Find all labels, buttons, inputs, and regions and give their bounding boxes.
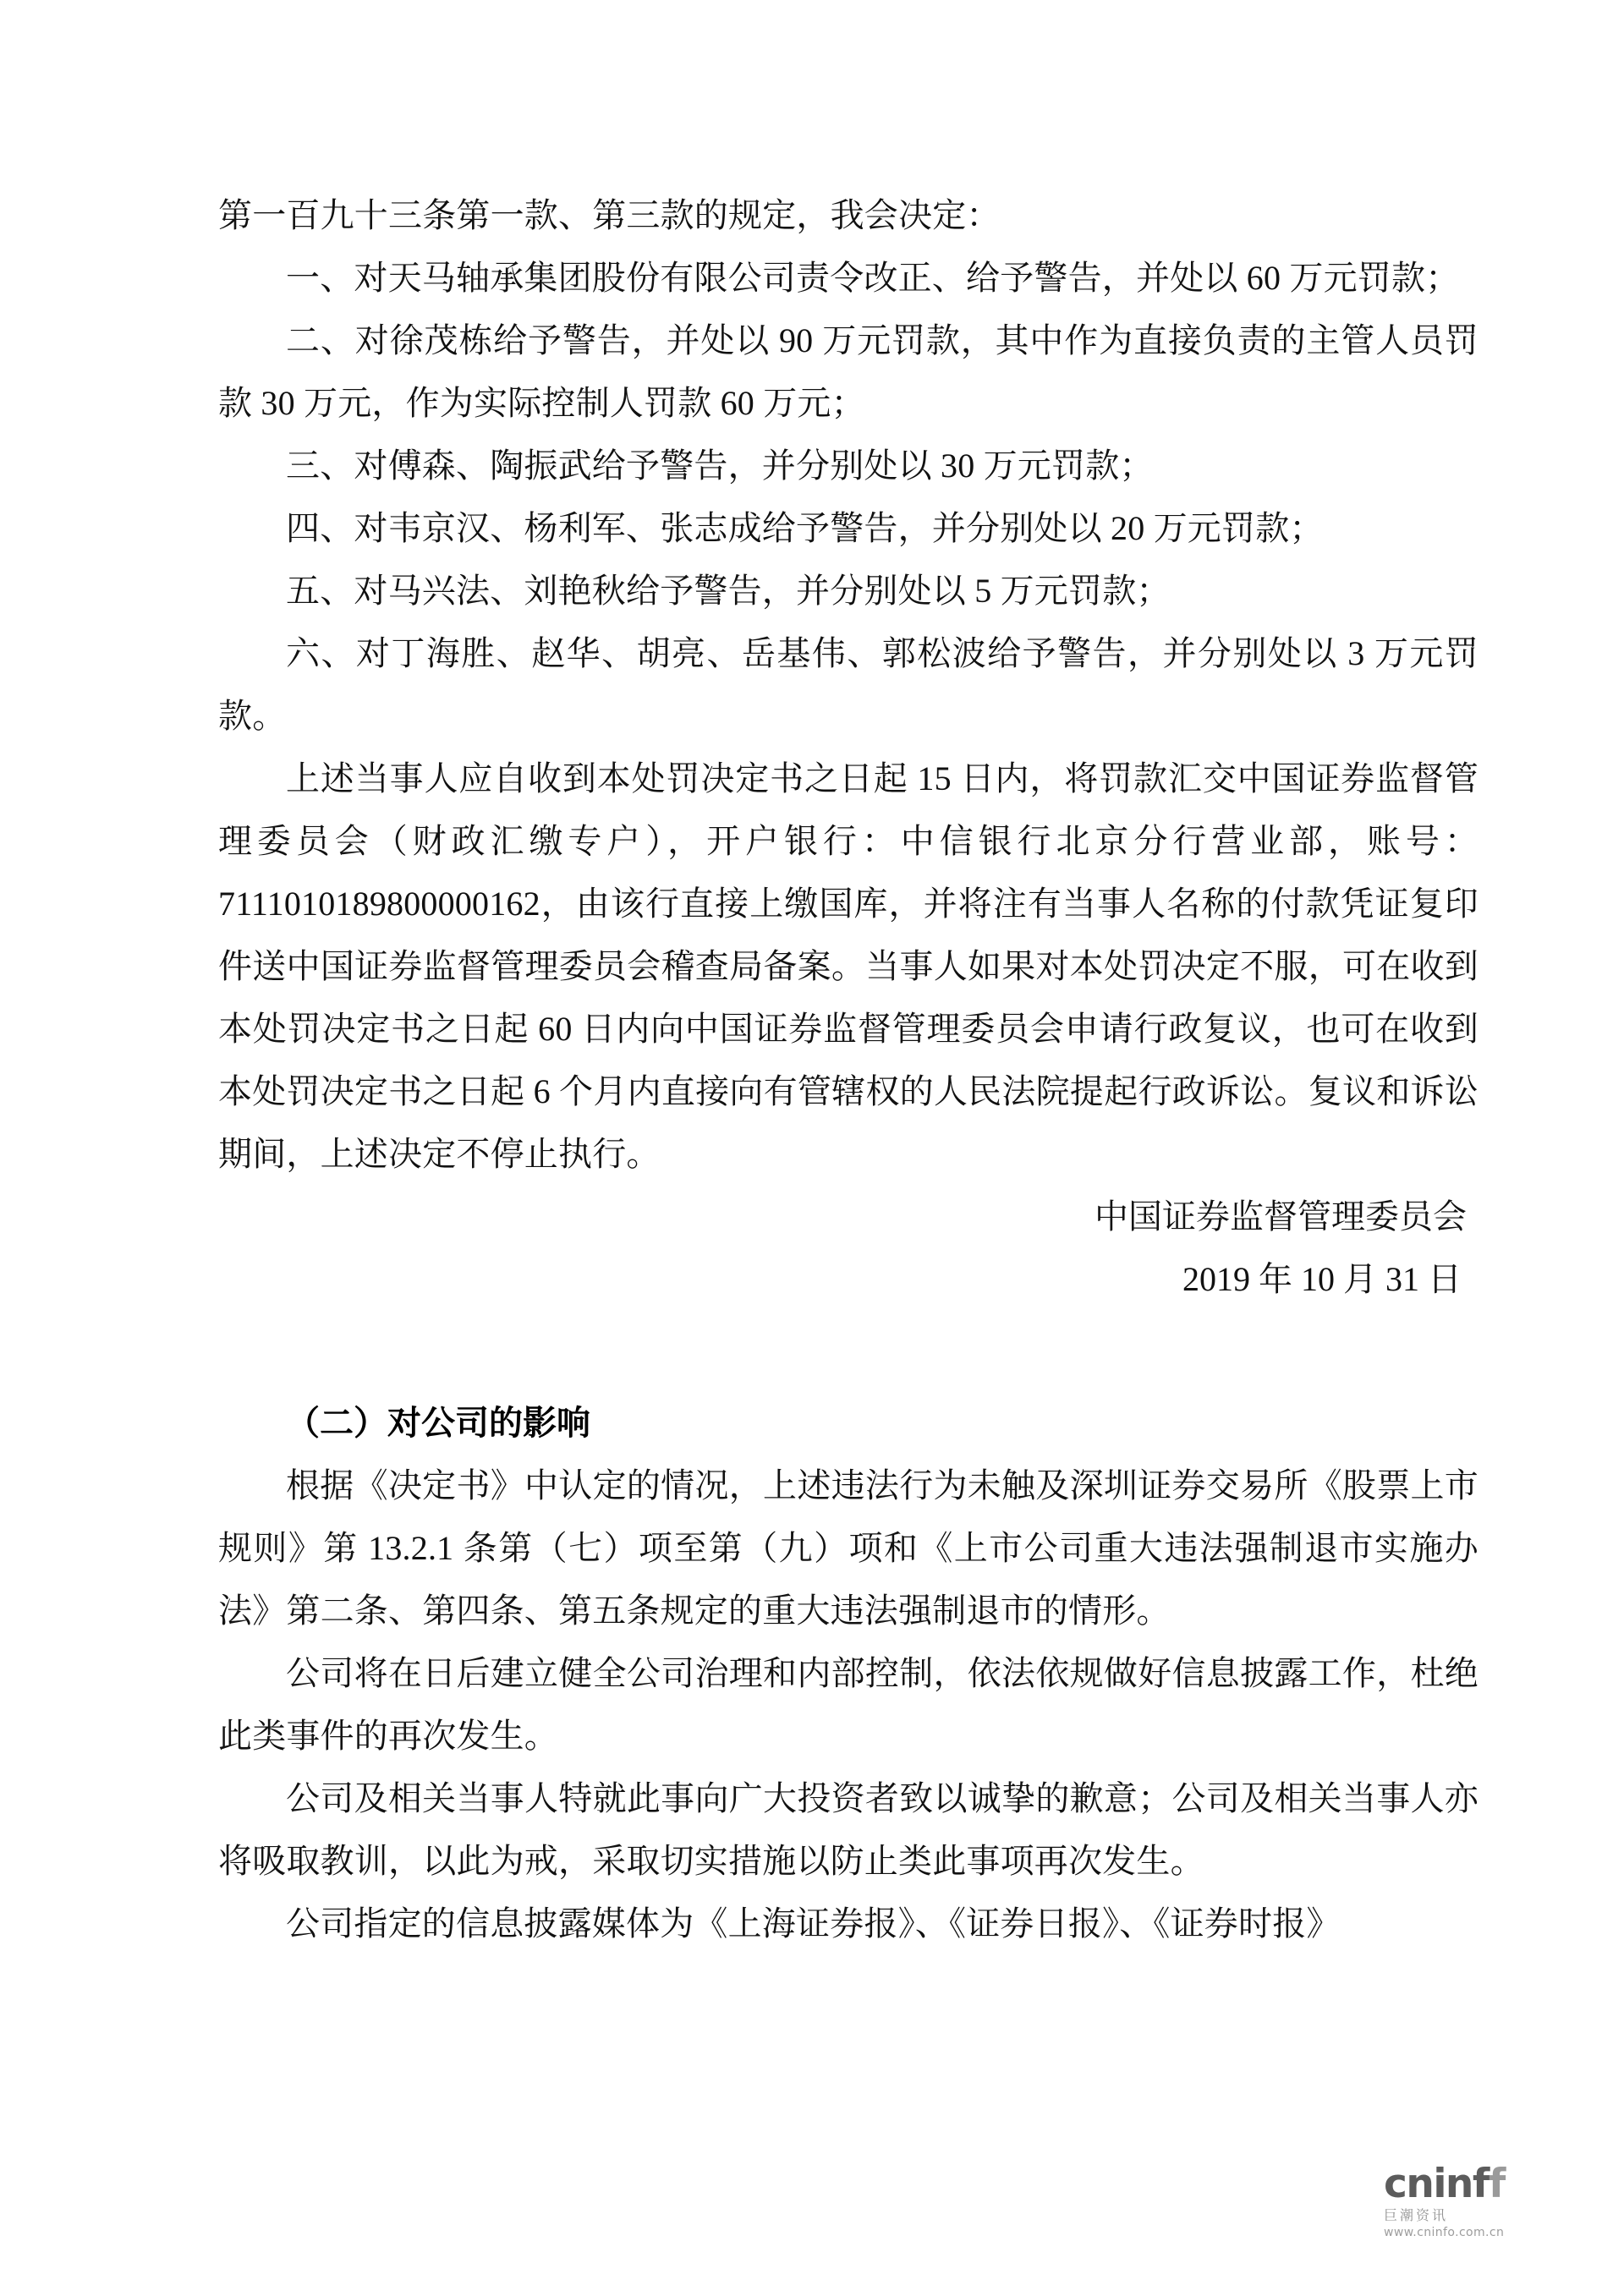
- section-heading-impact-on-company: （二）对公司的影响: [286, 1404, 590, 1442]
- penalty-item-3: 三、对傅森、陶振武给予警告，并分别处以 30 万元罚款；: [286, 447, 1154, 485]
- penalty-item-1: 一、对天马轴承集团股份有限公司责令改正、给予警告，并处以 60 万元罚款；: [286, 259, 1460, 297]
- penalty-item-2: 二、对徐茂栋给予警告，并处以 90 万元罚款，其中作为直接负责的主管人员罚款 30 万元，作为实际控制人罚款 60 万元；: [218, 321, 1479, 422]
- section-paragraph-1: 根据《决定书》中认定的情况，上述违法行为未触及深圳证券交易所《股票上市规则》第 13.2.1 条第（七）项至第（九）项和《上市公司重大违法强制退市实施办法》第二条、第四条、第五条规定的重大违法强制退市的情形。: [218, 1466, 1479, 1630]
- document-body: [218, 184, 1479, 1955]
- payment-instructions-paragraph: 上述当事人应自收到本处罚决定书之日起 15 日内，将罚款汇交中国证券监督管理委员会（财政汇缴专户），开户银行：中信银行北京分行营业部，账号：7111010189800000162，由该行直接上缴国库，并将注有当事人名称的付款凭证复印件送中国证券监督管理委员会稽查局备案。当事人如果对本处罚决定不服，可在收到本处罚决定书之日起 60 日内向中国证券监督管理委员会申请行政复议，也可在收到本处罚决定书之日起 6 个月内直接向有管辖权的人民法院提起行政诉讼。复议和诉讼期间，上述决定不停止执行。: [218, 759, 1479, 1173]
- signature-date: 2019 年 10 月 31 日: [1182, 1260, 1462, 1298]
- cninfo-subtitle: 巨潮资讯: [1384, 2207, 1449, 2223]
- cninfo-wordmark-text: cninf: [1384, 2161, 1489, 2207]
- cninfo-url: www.cninfo.com.cn: [1384, 2226, 1505, 2239]
- section-paragraph-3: 公司及相关当事人特就此事向广大投资者致以诚挚的歉意；公司及相关当事人亦将吸取教训，以此为戒，采取切实措施以防止类此事项再次发生。: [218, 1779, 1479, 1880]
- section-paragraph-4: 公司指定的信息披露媒体为《上海证券报》、《证券日报》、《证券时报》: [286, 1904, 1341, 1943]
- penalty-item-5: 五、对马兴法、刘艳秋给予警告，并分别处以 5 万元罚款；: [286, 572, 1171, 610]
- penalty-item-4: 四、对韦京汉、杨利军、张志成给予警告，并分别处以 20 万元罚款；: [286, 509, 1324, 547]
- cninfo-watermark-logo: [1384, 2163, 1568, 2240]
- section-paragraph-2: 公司将在日后建立健全公司治理和内部控制，依法依规做好信息披露工作，杜绝此类事件的再次发生。: [218, 1654, 1479, 1755]
- penalty-item-6: 六、对丁海胜、赵华、胡亮、岳基伟、郭松波给予警告，并分别处以 3 万元罚款。: [218, 634, 1479, 735]
- cninfo-wordmark-accent: f: [1488, 2161, 1505, 2207]
- continuation-line: 第一百九十三条第一款、第三款的规定，我会决定：: [218, 196, 1001, 234]
- signature-block: [218, 1186, 1479, 1311]
- signature-issuer: 中国证券监督管理委员会: [1095, 1197, 1467, 1236]
- section-gap: [218, 1311, 1479, 1392]
- cninfo-wordmark: [1384, 2163, 1568, 2206]
